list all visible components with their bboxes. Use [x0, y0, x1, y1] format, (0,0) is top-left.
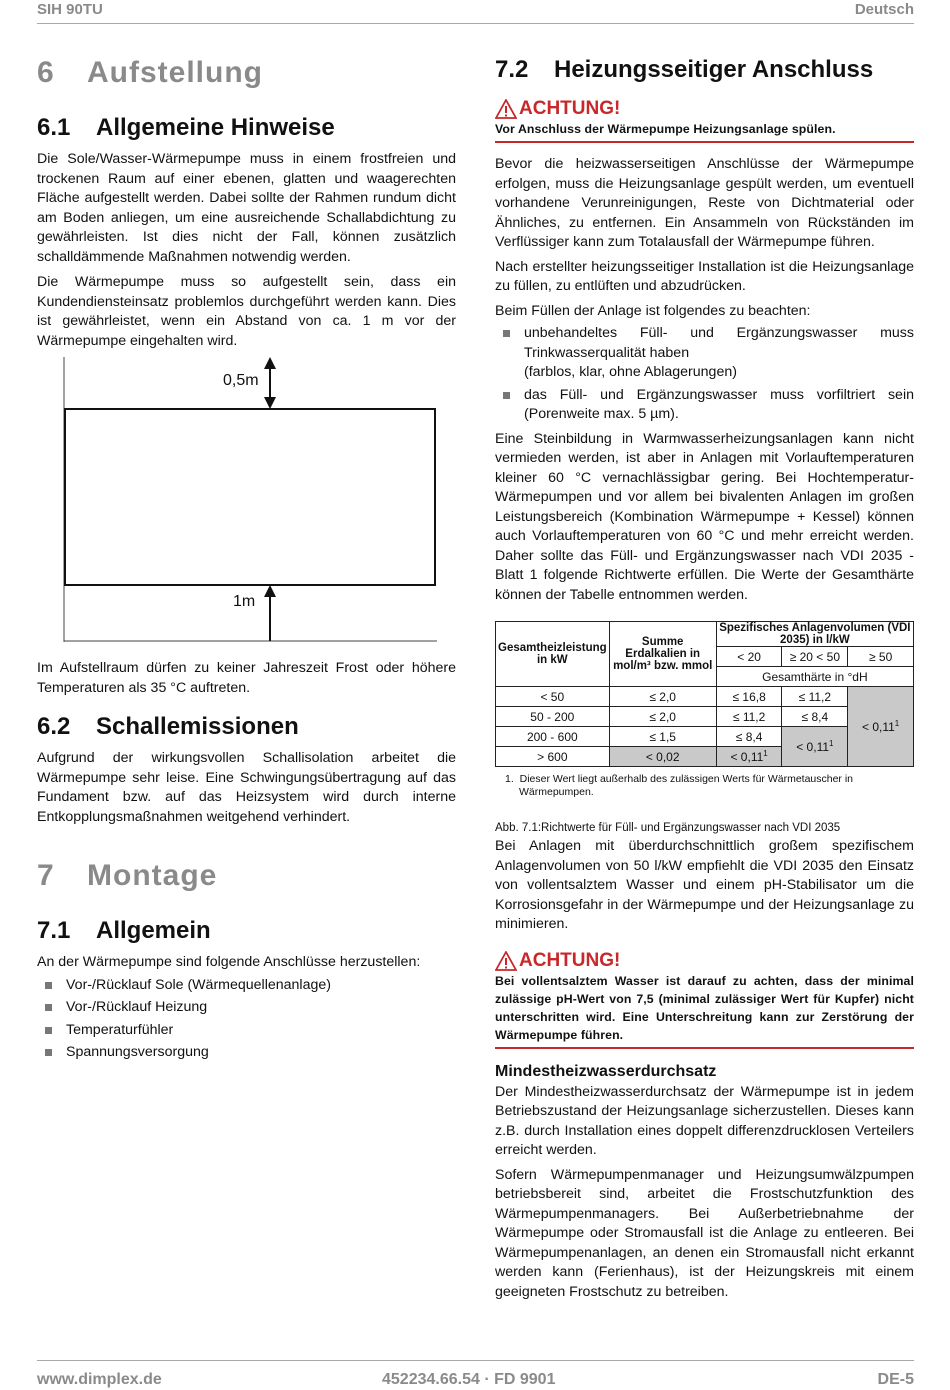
table-row: < 50 ≤ 2,0 ≤ 16,8 ≤ 11,2 < $0,11^1$: [496, 687, 914, 707]
section-number: 7.1: [37, 917, 71, 944]
list-item: das Füll- und Ergänzungswasser muss vorfiltriert sein (Porenweite max. 5 µm).: [495, 386, 914, 425]
section-6-heading: [37, 56, 456, 90]
list-item: Vor-/Rücklauf Heizung: [37, 998, 456, 1018]
warning-box: [495, 950, 914, 1049]
section-title: Montage: [87, 859, 218, 892]
section-number: 7.2: [495, 56, 529, 83]
list-item: unbehandeltes Füll- und Ergänzungswasser muss Trinkwasserqualität haben (farblos, klar, ohne Ablagerungen): [495, 324, 914, 383]
page-header: [37, 0, 914, 24]
table-row: 50 - 200 ≤ 2,0 ≤ 11,2 ≤ 8,4: [496, 707, 914, 727]
vdi-2035-table: [495, 621, 914, 767]
section-number: 7: [37, 859, 55, 892]
section-title: Allgemeine Hinweise: [96, 114, 335, 141]
section-7-2-heading: [495, 56, 914, 84]
section-title: Aufstellung: [87, 56, 263, 89]
section-6-2-heading: [37, 713, 456, 741]
paragraph: Der Mindestheizwasserdurchsatz der Wärmepumpe ist in jedem Betriebszustand der Heizungsanlage sicherzustellen. Dieses kann z.B. durch Installation eines doppelt differenzdrucklosen Verteilers erreicht werden.: [495, 1083, 914, 1158]
table-row: > 600 < 0,02 < $0,11^1$: [496, 747, 914, 767]
section-6-1-heading: [37, 114, 456, 142]
merged-hardness-cell: < $0,11^1$: [848, 687, 914, 767]
header-ge50: ≥ 50: [848, 647, 914, 667]
header-hardness: Gesamthärte in °dH: [716, 667, 913, 687]
header-20-50: ≥ 20 < 50: [782, 647, 848, 667]
paragraph: Eine Steinbildung in Warmwasserheizungsanlagen kann nicht vermieden werden, ist aber in Anlagen mit Vorlauftemperaturen kleiner 60 °C vernachlässigbar gering. Bei Hochtemperatur-Wärmepumpen und vor allem bei bivalenten Anlagen im großen Leistungsbereich (Kombination Wärmepumpe + Kessel) können auch Vorlauftemperaturen von 60 °C und mehr erreicht werden. Daher sollte das Füll- und Ergänzungswasser nach VDI 2035 - Blatt 1 folgende Richtwerte erfüllen. Die Werte der Gesamthärte können der Tabelle entnommen werden.: [495, 430, 914, 603]
paragraph: An der Wärmepumpe sind folgende Anschlüsse herzustellen:: [37, 954, 421, 970]
header-lt20: < 20: [716, 647, 782, 667]
front-clearance-label: 1m: [233, 593, 256, 610]
fill-requirements-list: [495, 324, 914, 425]
list-item: Spannungsversorgung: [37, 1043, 456, 1063]
paragraph: Bei Anlagen mit überdurchschnittlich großem spezifischem Anlagenvolumen von 50 l/kW empfiehlt die VDI 2035 den Einsatz von vollentsalztem Wasser und einem pH-Stabilisator um die Korrosionsgefahr in der Wärmepumpe und der Heizungsanlage zu minimieren.: [495, 838, 914, 932]
list-item: Temperaturfühler: [37, 1021, 456, 1041]
paragraph: Die Sole/Wasser-Wärmepumpe muss in einem frostfreien und trockenen Raum auf einer ebenen, glatten und waagerechten Fläche aufgestellt werden. Dabei sollte der Rahmen rundum dicht am Boden anliegen, um eine ausreichende Schallabdichtung zu gewährleisten. Ist dies nicht der Fall, können zusätzlich schalldämmende Maßnahmen notwendig werden.: [37, 151, 456, 265]
list-item: Vor-/Rücklauf Sole (Wärmequellenanlage): [37, 976, 456, 996]
section-title: Heizungsseitiger Anschluss: [554, 56, 874, 83]
section-number: 6.1: [37, 114, 71, 141]
document-number: 452234.66.54 · FD 9901: [382, 1371, 556, 1388]
model-name: SIH 90TU: [37, 1, 103, 18]
paragraph: Nach erstellter heizungsseitiger Installation ist die Heizungsanlage zu füllen, zu entlüften und abzudrücken.: [495, 258, 914, 294]
clearance-diagram: [37, 357, 437, 642]
section-title: Allgemein: [96, 917, 211, 944]
paragraph: Die Wärmepumpe muss so aufgestellt sein, dass ein Kundendiensteinsatz problemlos durchgeführt werden kann. Dies ist gewährleistet, wenn ein Abstand von ca. 1 m vor der Wärmepumpe eingehalten wird.: [37, 274, 456, 349]
paragraph: Bevor die heizwasserseitigen Anschlüsse der Wärmepumpe erfolgen, muss die Heizungsanlage gespült werden, um eventuell vorhandene Verunreinigungen, Reste von Dichtmaterial oder Ähnliches, zu entfernen. Ein Ansammeln von Rückständen im Verflüssiger kann zum Totalausfall der Wärmepumpe führen.: [495, 156, 914, 250]
table-row: 200 - 600 ≤ 1,5 ≤ 8,4 < $0,11^1$: [496, 727, 914, 747]
warning-title: ACHTUNG!: [495, 950, 914, 972]
paragraph: Sofern Wärmepumpenmanager und Heizungsumwälzpumpen betriebsbereit sind, arbeitet die Frostschutzfunktion des Wärmepumpenmanagers. Bei Außerbetriebnahme der Wärmepumpe oder Stromausfall ist die Anlage zu entleeren. Bei Wärmepumpenanlagen, an denen ein Stromausfall nicht erkannt werden kann (Ferienhaus), ist der Heizungskreis mit einem geeigneten Frostschutz zu betreiben.: [495, 1166, 914, 1300]
website-link[interactable]: www.dimplex.de: [37, 1371, 162, 1388]
warning-text: Bei vollentsalztem Wasser ist darauf zu achten, dass der minimal zulässige pH-Wert von 7,5 (minimal zulässiger Wert für Kupfer) nicht unterschritten wird. Eine Unterschreitung kann zur Zerstörung der Wärmepumpe führen.: [495, 973, 914, 1042]
figure-caption: Abb. 7.1:Richtwerte für Füll- und Ergänzungswasser nach VDI 2035: [495, 822, 841, 834]
warning-triangle-icon: [495, 951, 517, 971]
left-column: [37, 56, 456, 1063]
paragraph: Im Aufstellraum dürfen zu keiner Jahreszeit Frost oder höhere Temperaturen als 35 °C auftreten.: [37, 660, 456, 696]
paragraph: Beim Füllen der Anlage ist folgendes zu beachten:: [495, 302, 811, 319]
paragraph: Aufgrund der wirkungsvollen Schallisolation arbeitet die Wärmepumpe sehr leise. Eine Schwingungsübertragung auf das Fundament bzw. auf das Heizsystem wird durch interne Entkopplungsmaßnahmen weitgehend verhindert.: [37, 750, 456, 825]
right-column: [495, 56, 914, 1302]
warning-box: [495, 98, 914, 143]
header-power: Gesamtheizleistung in kW: [496, 622, 610, 687]
header-alkaline-sum: Summe Erdalkalien in mol/m³ bzw. mmol: [609, 622, 716, 687]
page-footer: [37, 1360, 914, 1390]
warning-triangle-icon: [495, 99, 517, 119]
language-label: Deutsch: [854, 1, 914, 18]
section-7-heading: [37, 859, 456, 893]
section-7-1-heading: [37, 917, 456, 945]
subsection-title: Mindestheizwasserdurchsatz: [495, 1062, 717, 1080]
page-number: DE-5: [877, 1371, 914, 1388]
warning-text: Vor Anschluss der Wärmepumpe Heizungsanlage spülen.: [495, 122, 836, 136]
table-footnote: 1. Dieser Wert liegt außerhalb des zulässigen Werts für Wärmetauscher in Wärmepumpen.: [505, 773, 854, 798]
header-specific-volume: Spezifisches Anlagenvolumen (VDI 2035) in l/kW: [716, 622, 913, 647]
section-title: Schallemissionen: [96, 713, 299, 740]
section-number: 6: [37, 56, 55, 89]
warning-title: ACHTUNG!: [495, 98, 914, 120]
connection-list: [37, 976, 456, 1063]
section-number: 6.2: [37, 713, 71, 740]
top-clearance-label: 0,5m: [223, 372, 259, 389]
